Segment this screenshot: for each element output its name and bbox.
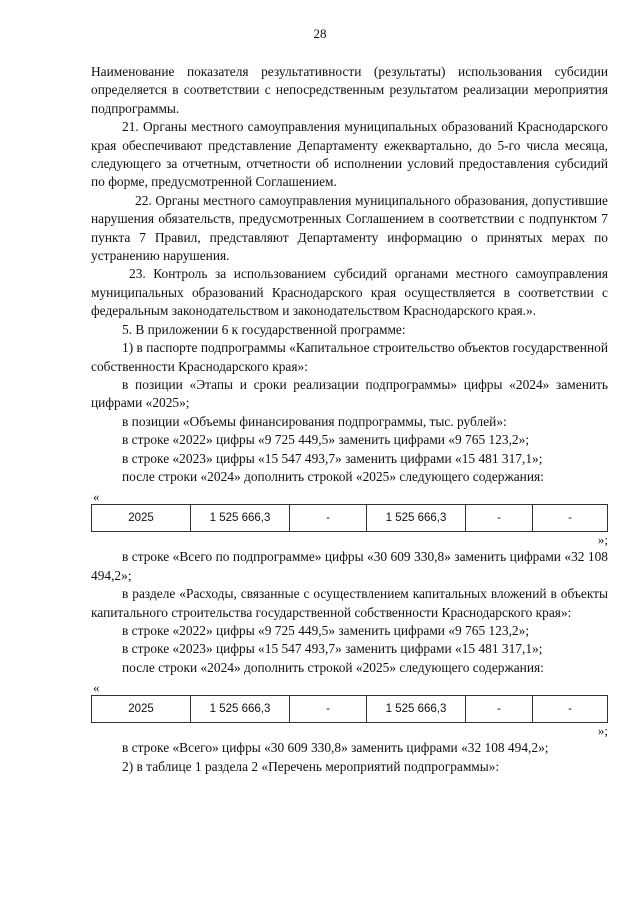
- volumes-position: в позиции «Объемы финансирования подпрограммы, тыс. рублей»:: [122, 413, 507, 429]
- quote-close: »;: [597, 532, 608, 548]
- table-cell-federal: -: [290, 505, 367, 532]
- after-2024-add-2: после строки «2024» дополнить строкой «2025» следующего содержания:: [122, 659, 544, 675]
- table-cell-year: 2025: [92, 696, 191, 723]
- total-change: в строке «Всего» цифры «30 609 330,8» заменить цифрами «32 108 494,2»;: [122, 740, 549, 756]
- quote-open: «: [93, 489, 100, 505]
- paragraph-intro: Наименование показателя результативности (результаты) использования субсидии определяется в соответствии с непосредственным результатом реализации мероприятия подпрограммы.: [91, 64, 608, 116]
- table-cell-other: -: [533, 505, 608, 532]
- table-insert-2: [91, 681, 608, 739]
- section-costs: в разделе «Расходы, связанные с осуществлением капитальных вложений в объекты капитального строительства государственной собственности Краснодарского края»:: [91, 586, 608, 620]
- paragraph-23: 23. Контроль за использованием субсидий органами местного самоуправления муниципальных образований Краснодарского края осуществляется в соответствии с федеральным законодательством и законодательством Краснодарского края.».: [91, 266, 608, 319]
- item-2: 2) в таблице 1 раздела 2 «Перечень мероприятий подпрограммы»:: [122, 758, 500, 774]
- table-cell-local: -: [466, 505, 533, 532]
- document-body: [91, 63, 608, 776]
- table-cell-other: -: [533, 696, 608, 723]
- row-2023-change-2: в строке «2023» цифры «15 547 493,7» заменить цифрами «15 481 317,1»;: [122, 641, 543, 657]
- total-subprogram-change: в строке «Всего по подпрограмме» цифры «30 609 330,8» заменить цифрами «32 108 494,2»;: [91, 549, 608, 583]
- row-2022-change-2: в строке «2022» цифры «9 725 449,5» заменить цифрами «9 765 123,2»;: [122, 622, 530, 638]
- table-cell-regional: 1 525 666,3: [367, 696, 466, 723]
- table-cell-total: 1 525 666,3: [191, 505, 290, 532]
- table-row: [92, 505, 608, 532]
- table-cell-regional: 1 525 666,3: [367, 505, 466, 532]
- paragraph-21: 21. Органы местного самоуправления муниципальных образований Краснодарского края обеспечивают представление Департаменту ежеквартально, до 5-го числа месяца, следующего за отчетным, отчетности об исполнении условий предоставления субсидий по форме, предусмотренной Соглашением.: [91, 119, 608, 190]
- table-cell-local: -: [466, 696, 533, 723]
- table-2025-row-2: [91, 695, 608, 723]
- table-cell-year: 2025: [92, 505, 191, 532]
- table-cell-total: 1 525 666,3: [191, 696, 290, 723]
- stages-position: в позиции «Этапы и сроки реализации подпрограммы» цифры «2024» заменить цифрами «2025»;: [91, 376, 608, 411]
- paragraph-22: 22. Органы местного самоуправления муниципального образования, допустившие нарушения обязательств, предусмотренных Соглашением в соответствии с подпунктом 7 пункта 7 Правил, представляют Департаменту информацию о принятых мерах по устранению нарушения.: [91, 192, 608, 264]
- page-number: 28: [313, 26, 327, 41]
- table-cell-federal: -: [290, 696, 367, 723]
- row-2023-change: в строке «2023» цифры «15 547 493,7» заменить цифрами «15 481 317,1»;: [122, 450, 543, 466]
- table-row: [92, 696, 608, 723]
- item-1: 1) в паспорте подпрограммы «Капитальное строительство объектов государственной собственности Краснодарского края»:: [91, 340, 608, 374]
- quote-open: «: [93, 680, 100, 696]
- quote-close: »;: [597, 723, 608, 739]
- table-insert-1: [91, 490, 608, 548]
- item-5: 5. В приложении 6 к государственной программе:: [122, 321, 406, 337]
- after-2024-add: после строки «2024» дополнить строкой «2025» следующего содержания:: [122, 468, 544, 484]
- table-2025-row: [91, 504, 608, 532]
- row-2022-change: в строке «2022» цифры «9 725 449,5» заменить цифрами «9 765 123,2»;: [122, 432, 530, 448]
